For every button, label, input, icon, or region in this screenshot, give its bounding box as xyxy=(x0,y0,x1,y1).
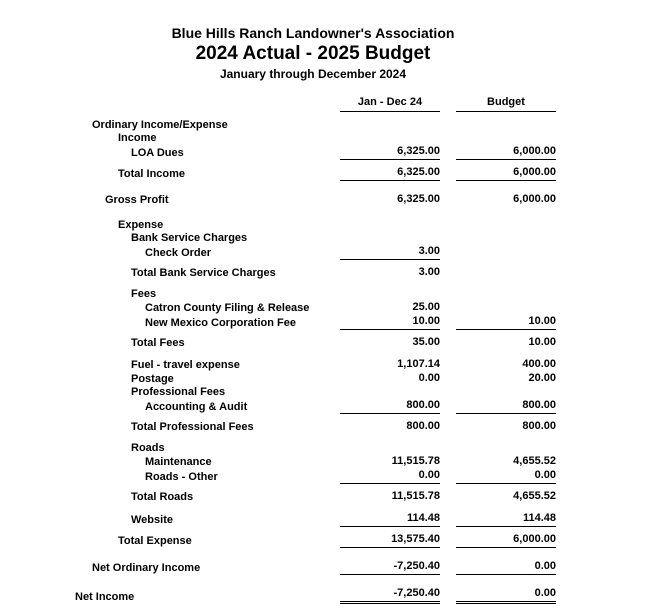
report-title: 2024 Actual - 2025 Budget xyxy=(195,43,431,64)
row-value-budget xyxy=(456,279,556,280)
row-value-budget: 114.48 xyxy=(456,512,556,527)
row-value-budget xyxy=(456,231,556,232)
row-value-jan-dec: 6,325.00 xyxy=(340,166,440,181)
row-net-ordinary-income xyxy=(0,560,556,575)
row-label: Roads xyxy=(131,442,165,454)
row-value-jan-dec: 10.00 xyxy=(340,315,440,330)
row-label: Total Income xyxy=(118,168,186,180)
row-value-budget: 0.00 xyxy=(456,560,556,575)
row-value-budget xyxy=(456,300,556,301)
row-fees xyxy=(0,288,556,301)
row-label: Catron County Filing & Release xyxy=(145,302,310,314)
row-value-budget: 6,000.00 xyxy=(456,533,556,548)
row-roads-other xyxy=(0,469,556,484)
row-value-budget: 0.00 xyxy=(456,469,556,484)
row-net-income xyxy=(0,587,556,604)
row-value-jan-dec: 114.48 xyxy=(340,512,440,527)
row-ordinary-income-expense xyxy=(0,119,556,132)
row-label: Net Income xyxy=(75,591,135,603)
row-value-jan-dec: 25.00 xyxy=(412,301,440,313)
row-total-bank-service-charges xyxy=(0,266,556,280)
row-value-budget: 0.00 xyxy=(456,587,556,604)
row-professional-fees xyxy=(0,386,556,399)
row-label: Total Roads xyxy=(131,491,194,503)
row-value-jan-dec: 35.00 xyxy=(412,336,440,348)
row-loa-dues xyxy=(0,145,556,160)
row-gross-profit xyxy=(0,193,556,207)
row-value-budget: 6,000.00 xyxy=(456,145,556,160)
row-value-jan-dec: -7,250.40 xyxy=(340,587,440,604)
row-value-budget: 10.00 xyxy=(528,336,556,348)
row-label: Check Order xyxy=(145,247,212,259)
row-value-jan-dec: 6,325.00 xyxy=(397,193,440,205)
row-value-budget: 400.00 xyxy=(522,358,556,370)
row-accounting-audit xyxy=(0,399,556,414)
row-bank-service-charges xyxy=(0,232,556,245)
row-value-budget xyxy=(456,259,556,260)
company-name: Blue Hills Ranch Landowner's Association xyxy=(171,25,455,41)
row-value-jan-dec: 3.00 xyxy=(340,245,440,260)
row-label: Bank Service Charges xyxy=(131,232,248,244)
row-label: Accounting & Audit xyxy=(145,401,248,413)
row-total-expense xyxy=(0,533,556,548)
row-label: Total Fees xyxy=(131,337,185,349)
row-label: Roads - Other xyxy=(145,471,218,483)
row-value-budget xyxy=(456,244,556,245)
row-label: Maintenance xyxy=(145,456,212,468)
row-label: Gross Profit xyxy=(105,194,169,206)
col2-header: Budget xyxy=(456,96,556,112)
row-value-jan-dec: 11,515.78 xyxy=(391,455,440,467)
row-label: Net Ordinary Income xyxy=(92,562,201,574)
row-value-budget: 6,000.00 xyxy=(513,193,556,205)
row-value-jan-dec: 0.00 xyxy=(340,469,440,484)
row-new-mexico-corporation-fee xyxy=(0,315,556,330)
report-header xyxy=(0,24,626,82)
row-label: Expense xyxy=(118,219,164,231)
row-catron-county-filing xyxy=(0,301,556,315)
row-value-budget: 800.00 xyxy=(456,399,556,414)
report-period: January through December 2024 xyxy=(219,67,407,81)
col1-header: Jan - Dec 24 xyxy=(340,96,440,112)
row-value-jan-dec: 6,325.00 xyxy=(340,145,440,160)
row-maintenance xyxy=(0,455,556,469)
row-label: Total Expense xyxy=(118,535,192,547)
row-label: LOA Dues xyxy=(131,147,184,159)
row-value-jan-dec xyxy=(340,231,440,232)
row-value-jan-dec: 800.00 xyxy=(406,420,440,432)
row-total-roads xyxy=(0,490,556,504)
row-fuel-travel-expense xyxy=(0,358,556,372)
row-label: Fuel - travel expense xyxy=(131,359,240,371)
row-website xyxy=(0,512,556,527)
row-income xyxy=(0,132,556,145)
row-label: Fees xyxy=(131,288,157,300)
row-value-jan-dec: 0.00 xyxy=(418,372,440,384)
row-total-income xyxy=(0,166,556,181)
row-expense xyxy=(0,219,556,232)
row-value-budget: 4,655.52 xyxy=(513,455,556,467)
row-total-professional-fees xyxy=(0,420,556,434)
row-value-jan-dec: 1,107.14 xyxy=(397,358,440,370)
row-value-budget xyxy=(456,131,556,132)
row-label: Total Professional Fees xyxy=(131,421,254,433)
row-value-jan-dec: -7,250.40 xyxy=(340,560,440,575)
row-check-order xyxy=(0,245,556,260)
row-value-jan-dec: 3.00 xyxy=(418,266,440,278)
row-value-budget: 10.00 xyxy=(456,315,556,330)
column-header-row xyxy=(0,96,556,112)
row-total-fees xyxy=(0,336,556,350)
row-value-jan-dec: 13,575.40 xyxy=(340,533,440,548)
row-value-budget: 20.00 xyxy=(528,372,556,384)
row-label: Total Bank Service Charges xyxy=(131,267,276,279)
row-roads xyxy=(0,442,556,455)
row-label: Ordinary Income/Expense xyxy=(92,119,228,131)
row-value-budget: 6,000.00 xyxy=(456,166,556,181)
row-value-jan-dec: 800.00 xyxy=(340,399,440,414)
row-label: Website xyxy=(131,514,173,526)
row-label: Income xyxy=(118,132,157,144)
row-value-budget: 4,655.52 xyxy=(513,490,556,502)
row-label: Postage xyxy=(131,373,174,385)
row-value-budget: 800.00 xyxy=(522,420,556,432)
row-label: Professional Fees xyxy=(131,386,226,398)
row-label: New Mexico Corporation Fee xyxy=(145,317,296,329)
row-value-jan-dec xyxy=(340,131,440,132)
row-value-jan-dec: 11,515.78 xyxy=(391,490,440,502)
row-postage xyxy=(0,372,556,386)
